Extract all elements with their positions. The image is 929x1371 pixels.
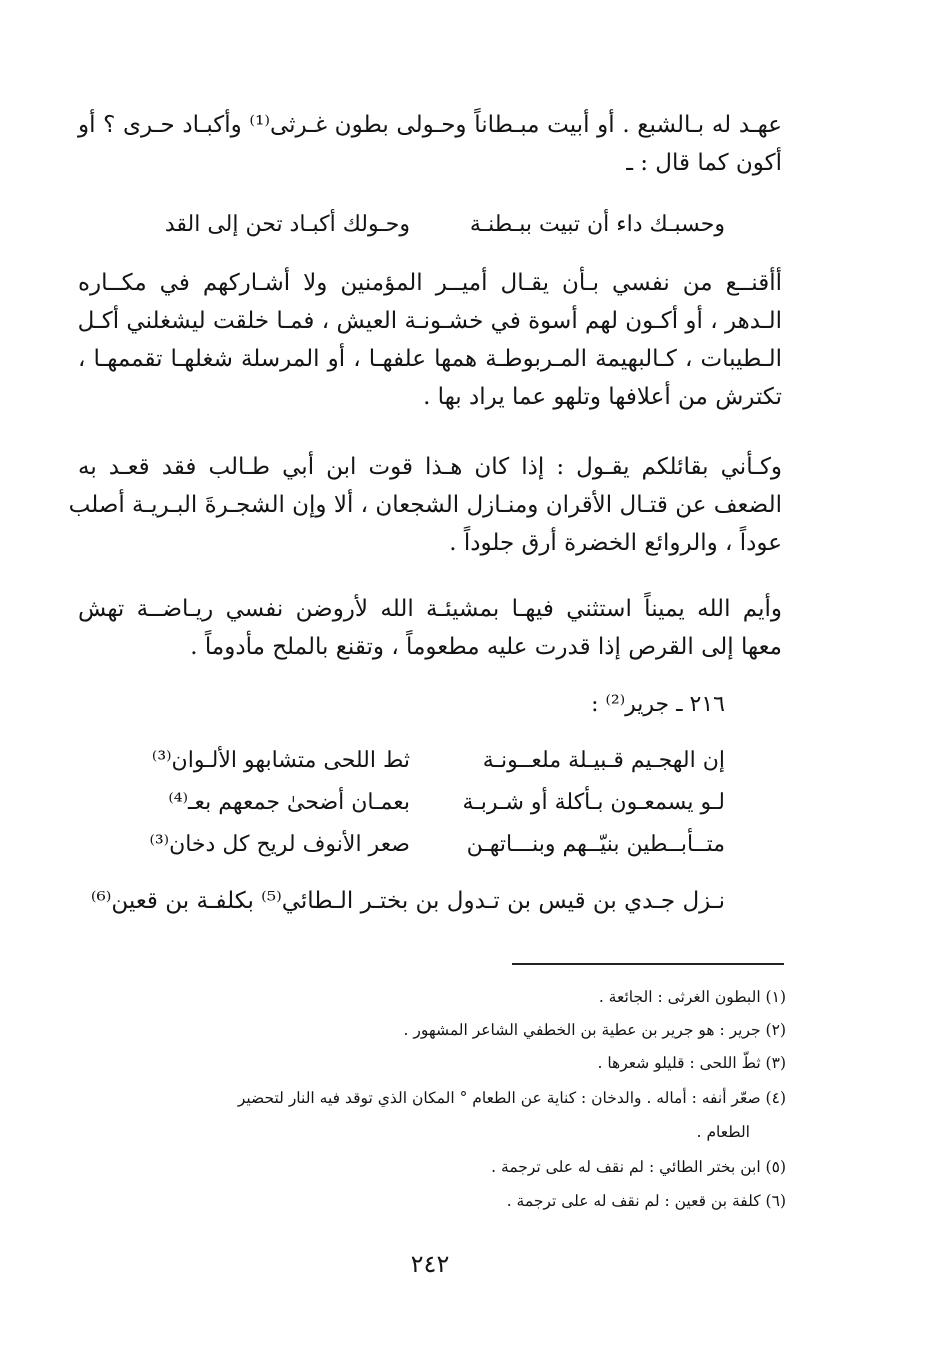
verse-right-hemistich: متــأبــطين بنيّــهم وبنـــاتهـن bbox=[466, 832, 725, 857]
footnote-continuation: الطعام . bbox=[696, 1123, 750, 1141]
verse-right-hemistich: لـو يسمعـون بـأكلة أو شـربـة bbox=[462, 790, 725, 815]
verse-1-right-hemistich: وحسبـك داء أن تبيت ببـطنـة bbox=[469, 212, 725, 237]
paragraph-line: عوداً ، والروائع الخضرة أرق جلوداً . bbox=[449, 530, 782, 556]
verse-left-hemistich: بعمـان أضحىٰ جمعهم بعـ⁽⁴⁾ bbox=[168, 790, 410, 815]
paragraph-line: وأيم الله يميناً استثني فيهـا بمشيئـة الله لأروضن نفسي ريـاضــة تهش bbox=[78, 596, 782, 622]
footnote: (٢) جرير : هو جرير بن عطية بن الخطفي الشاعر المشهور . bbox=[403, 1021, 786, 1039]
paragraph-5 bbox=[78, 882, 725, 920]
paragraph-line: الـدهر ، أو أكـون لهم أسوة في خشـونـة العيش ، فمـا خلقت ليشغلني أكـل bbox=[77, 308, 782, 334]
verse-1-left-hemistich: وحـولك أكبـاد تحن إلى القد bbox=[164, 212, 410, 237]
paragraph-line: وكـأني بقائلكم يقـول : إذا كان هـذا قوت ابن أبي طـالب فقد قعـد به bbox=[78, 454, 782, 480]
footnote-separator bbox=[512, 963, 784, 965]
paragraph-line: الضعف عن قتـال الأقران ومنـازل الشجعان ، ألا وإن الشجـرةَ البـريـة أصلب bbox=[68, 492, 782, 518]
page-number: ٢٤٢ bbox=[410, 1250, 450, 1278]
paragraph-1 bbox=[78, 106, 782, 182]
paragraph-line: معها إلى القرص إذا قدرت عليه مطعوماً ، وتقنع بالملح مأدوماً . bbox=[190, 634, 782, 660]
verse-right-hemistich: إن الهجـيم قـبيـلة ملعــونـة bbox=[482, 748, 725, 773]
footnote: (٦) كلفة بن قعين : لم نقف له على ترجمة . bbox=[506, 1192, 786, 1210]
entry-heading: ٢١٦ ـ جرير⁽²⁾ : bbox=[591, 692, 725, 717]
paragraph-line: الـطيبات ، كـالبهيمة المـربوطـة همها علفهـا ، أو المرسلة شغلهـا تقممهـا ، bbox=[78, 346, 782, 372]
paragraph-line: تكترش من أعلافها وتلهو عما يراد بها . bbox=[423, 384, 782, 410]
footnote: (٣) ثطّ اللحى : قليلو شعرها . bbox=[597, 1054, 786, 1072]
footnote: (٥) ابن بختر الطائي : لم نقف له على ترجمة . bbox=[491, 1158, 786, 1176]
paragraph-line: عهـد له بـالشبع . أو أبيت مبـطاناً وحـولى بطون غـرثى⁽¹⁾ وأكبـاد حـرى ؟ أو bbox=[78, 112, 782, 138]
paragraph-3 bbox=[68, 448, 782, 562]
footnote: (٤) صعّر أنفه : أماله . والدخان : كناية عن الطعام ° المكان الذي توقد فيه النار لتحضير bbox=[237, 1089, 786, 1107]
footnote: (١) البطون الغرثى : الجائعة . bbox=[598, 988, 786, 1006]
paragraph-4 bbox=[78, 590, 782, 666]
paragraph-line: أأقنــع من نفسي بـأن يقـال أميــر المؤمنين ولا أشـاركهم في مكــاره bbox=[78, 270, 782, 296]
verse-left-hemistich: ثط اللحى متشابهو الألـوان⁽³⁾ bbox=[151, 748, 410, 773]
verse-left-hemistich: صعر الأنوف لريح كل دخان⁽³⁾ bbox=[149, 832, 410, 857]
paragraph-line: نـزل جـدي بن قيس بن تـدول بن بختـر الـطائي⁽⁵⁾ بكلفـة بن قعين⁽⁶⁾ bbox=[90, 888, 725, 914]
paragraph-2 bbox=[78, 264, 782, 416]
paragraph-line: أكون كما قال : ـ bbox=[626, 150, 782, 176]
